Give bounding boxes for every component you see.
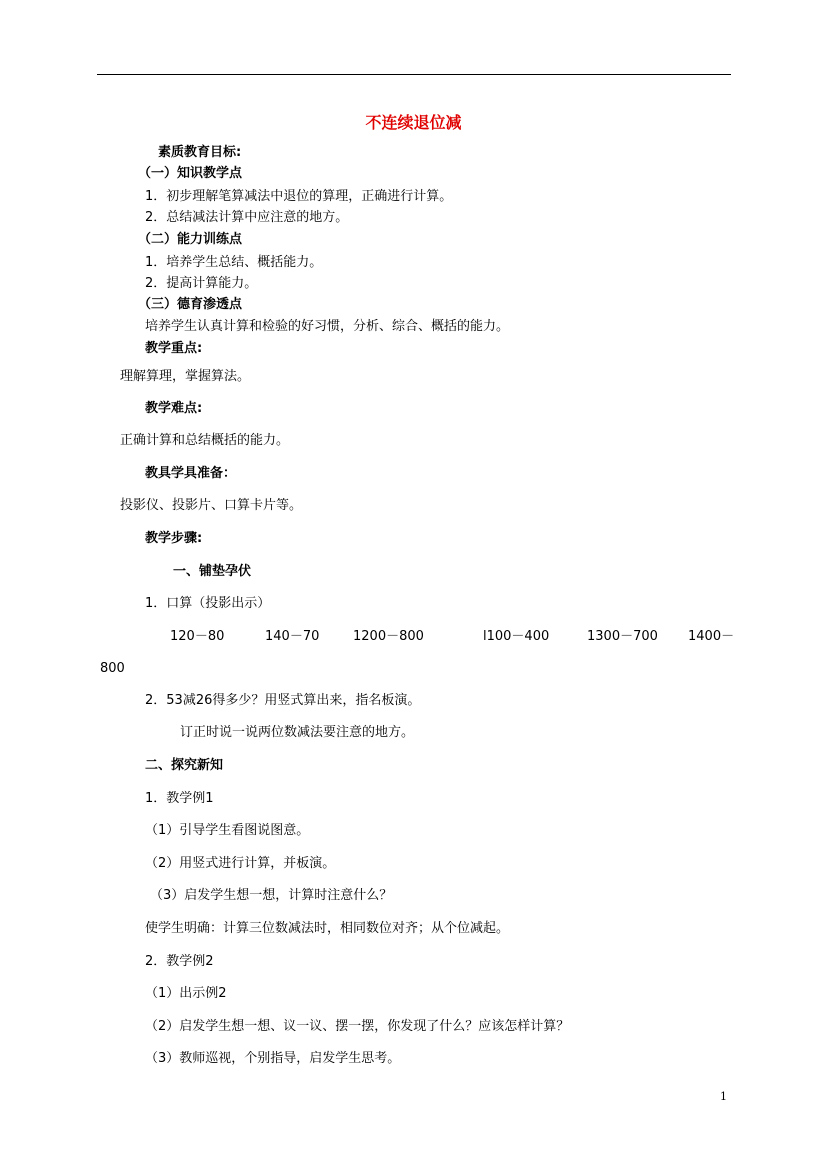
question-2-note: 订正时说一说两位数减法要注意的地方。 (180, 725, 415, 740)
oral-calc-label: 1．口算（投影出示） (145, 596, 271, 611)
key-point-text: 理解算理，掌握算法。 (120, 369, 251, 384)
page-number: 1 (720, 1090, 727, 1103)
example-1-clarify: 使学生明确：计算三位数减法时，相同数位对齐；从个位减起。 (145, 921, 510, 936)
section1-heading: 一、铺垫孕伏 (173, 564, 252, 579)
problem-item: 1300－700 (587, 629, 658, 644)
example-2-label: 2．教学例2 (145, 954, 214, 969)
example-2-step-1: （1）出示例2 (145, 986, 227, 1001)
moral-heading: （三）德育渗透点 (138, 297, 243, 312)
example-1-step-2: （2）用竖式进行计算，并板演。 (145, 856, 336, 871)
header-rule (97, 74, 731, 75)
ability-item-2: 2．提高计算能力。 (145, 276, 258, 291)
example-1-label: 1．教学例1 (145, 791, 214, 806)
problem-item: l100－400 (483, 629, 550, 644)
section2-heading: 二、探究新知 (145, 758, 224, 773)
tools-heading: 教具学具准备： (145, 466, 237, 481)
example-1-step-1: （1）引导学生看图说图意。 (145, 823, 310, 838)
key-point-heading: 教学重点: (145, 341, 203, 356)
knowledge-heading: （一）知识教学点 (138, 166, 243, 181)
moral-item-1: 培养学生认真计算和检验的好习惯，分析、综合、概括的能力。 (145, 319, 510, 334)
knowledge-item-2: 2．总结减法计算中应注意的地方。 (145, 210, 349, 225)
problem-wrap: 800 (100, 661, 125, 676)
difficulty-text: 正确计算和总结概括的能力。 (120, 433, 290, 448)
knowledge-item-1: 1．初步理解笔算减法中退位的算理，正确进行计算。 (145, 189, 453, 204)
ability-heading: （二）能力训练点 (138, 232, 243, 247)
difficulty-heading: 教学难点: (145, 401, 203, 416)
objectives-heading: 素质教育目标: (158, 145, 242, 160)
problem-item: 1400－ (688, 629, 735, 644)
problem-item: 120－80 (170, 629, 225, 644)
example-1-step-3: （3）启发学生想一想，计算时注意什么？ (150, 888, 393, 903)
tools-text: 投影仪、投影片、口算卡片等。 (120, 498, 303, 513)
example-2-step-3: （3）教师巡视，个别指导，启发学生思考。 (145, 1051, 401, 1066)
question-2: 2．53减26得多少？用竖式算出来，指名板演。 (145, 693, 421, 708)
problem-item: 1200－800 (353, 629, 424, 644)
ability-item-1: 1．培养学生总结、概括能力。 (145, 255, 323, 270)
steps-heading: 教学步骤: (145, 531, 203, 546)
document-title: 不连续退位减 (365, 113, 462, 132)
problem-item: 140－70 (265, 629, 320, 644)
example-2-step-2: （2）启发学生想一想、议一议、摆一摆，你发现了什么？应该怎样计算？ (145, 1019, 570, 1034)
